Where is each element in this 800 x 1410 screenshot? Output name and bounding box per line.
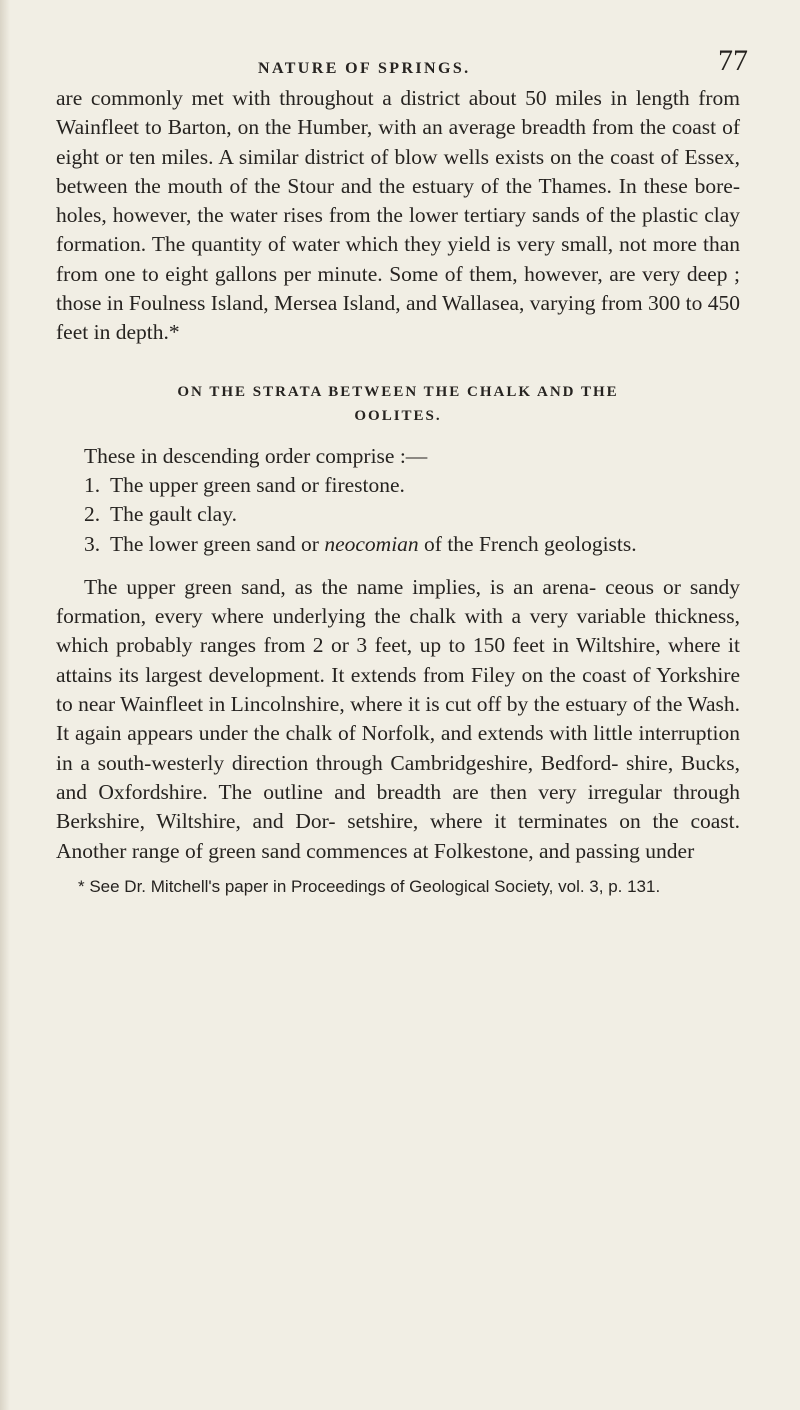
running-title: NATURE OF SPRINGS. — [258, 60, 471, 77]
list-item — [56, 471, 740, 500]
list-item-text-part: The lower green sand or — [110, 531, 325, 556]
paragraph-upper-green-sand: The upper green sand, as the name implies, is an arena- ceous or sandy formation, every where underlying the chalk with a very variable thickness, which probably ranges from 2 or 3 feet, up to 150 feet in Wiltshire, where it attains its largest development. It extends from Filey on the coast of Yorkshire to near Wainfleet in Lincolnshire, where it is cut off by the estuary of the Wash. It again appears under the chalk of Norfolk, and extends with little interruption in a south-westerly direction through Cambridgeshire, Bedford- shire, Bucks, and Oxfordshire. The outline and breadth are then very irregular through Berkshire, Wiltshire, and Dor- setshire, where it terminates on the coast. Another range of green sand commences at Folkestone, and passing under — [56, 574, 740, 863]
page-edge-shadow — [0, 0, 10, 1410]
section-heading-line-1: ON THE STRATA BETWEEN THE CHALK AND THE — [177, 383, 619, 400]
list-item-text — [110, 530, 740, 559]
footnote: * See Dr. Mitchell's paper in Proceedings of Geological Society, vol. 3, p. 131. — [78, 876, 661, 896]
list-item-number: 1. — [84, 472, 101, 497]
section-heading — [56, 380, 740, 428]
section-heading-line-2: OOLITES. — [354, 407, 442, 424]
body-text — [56, 84, 740, 899]
page-header — [0, 44, 800, 78]
page-number: 77 — [718, 44, 748, 77]
paragraph-continued: are commonly met with throughout a district about 50 miles in length from Wainfleet to Barton, on the Humber, with an average breadth from the coast of eight or ten miles. A similar district of blow wells exists on the coast of Essex, between the mouth of the Stour and the estuary of the Thames. In these bore-holes, however, the water rises from the lower tertiary sands of the plastic clay formation. The quantity of water which they yield is very small, not more than from one to eight gallons per minute. Some of them, however, are very deep ; those in Foulness Island, Mersea Island, and Wallasea, varying from 300 to 450 feet in depth.* — [56, 86, 740, 345]
list-intro: These in descending order comprise :— — [84, 443, 428, 468]
list-item-number: 3. — [84, 531, 101, 556]
list-item-italic-term: neocomian — [324, 531, 419, 556]
list-item-text: The gault clay. — [110, 502, 237, 527]
list-item-text-part: of the French geologists. — [418, 531, 637, 556]
list-item — [56, 530, 740, 559]
strata-list — [56, 471, 740, 559]
list-item-text: The upper green sand or firestone. — [110, 472, 405, 497]
list-item-number: 2. — [84, 502, 101, 527]
list-item — [56, 500, 740, 529]
